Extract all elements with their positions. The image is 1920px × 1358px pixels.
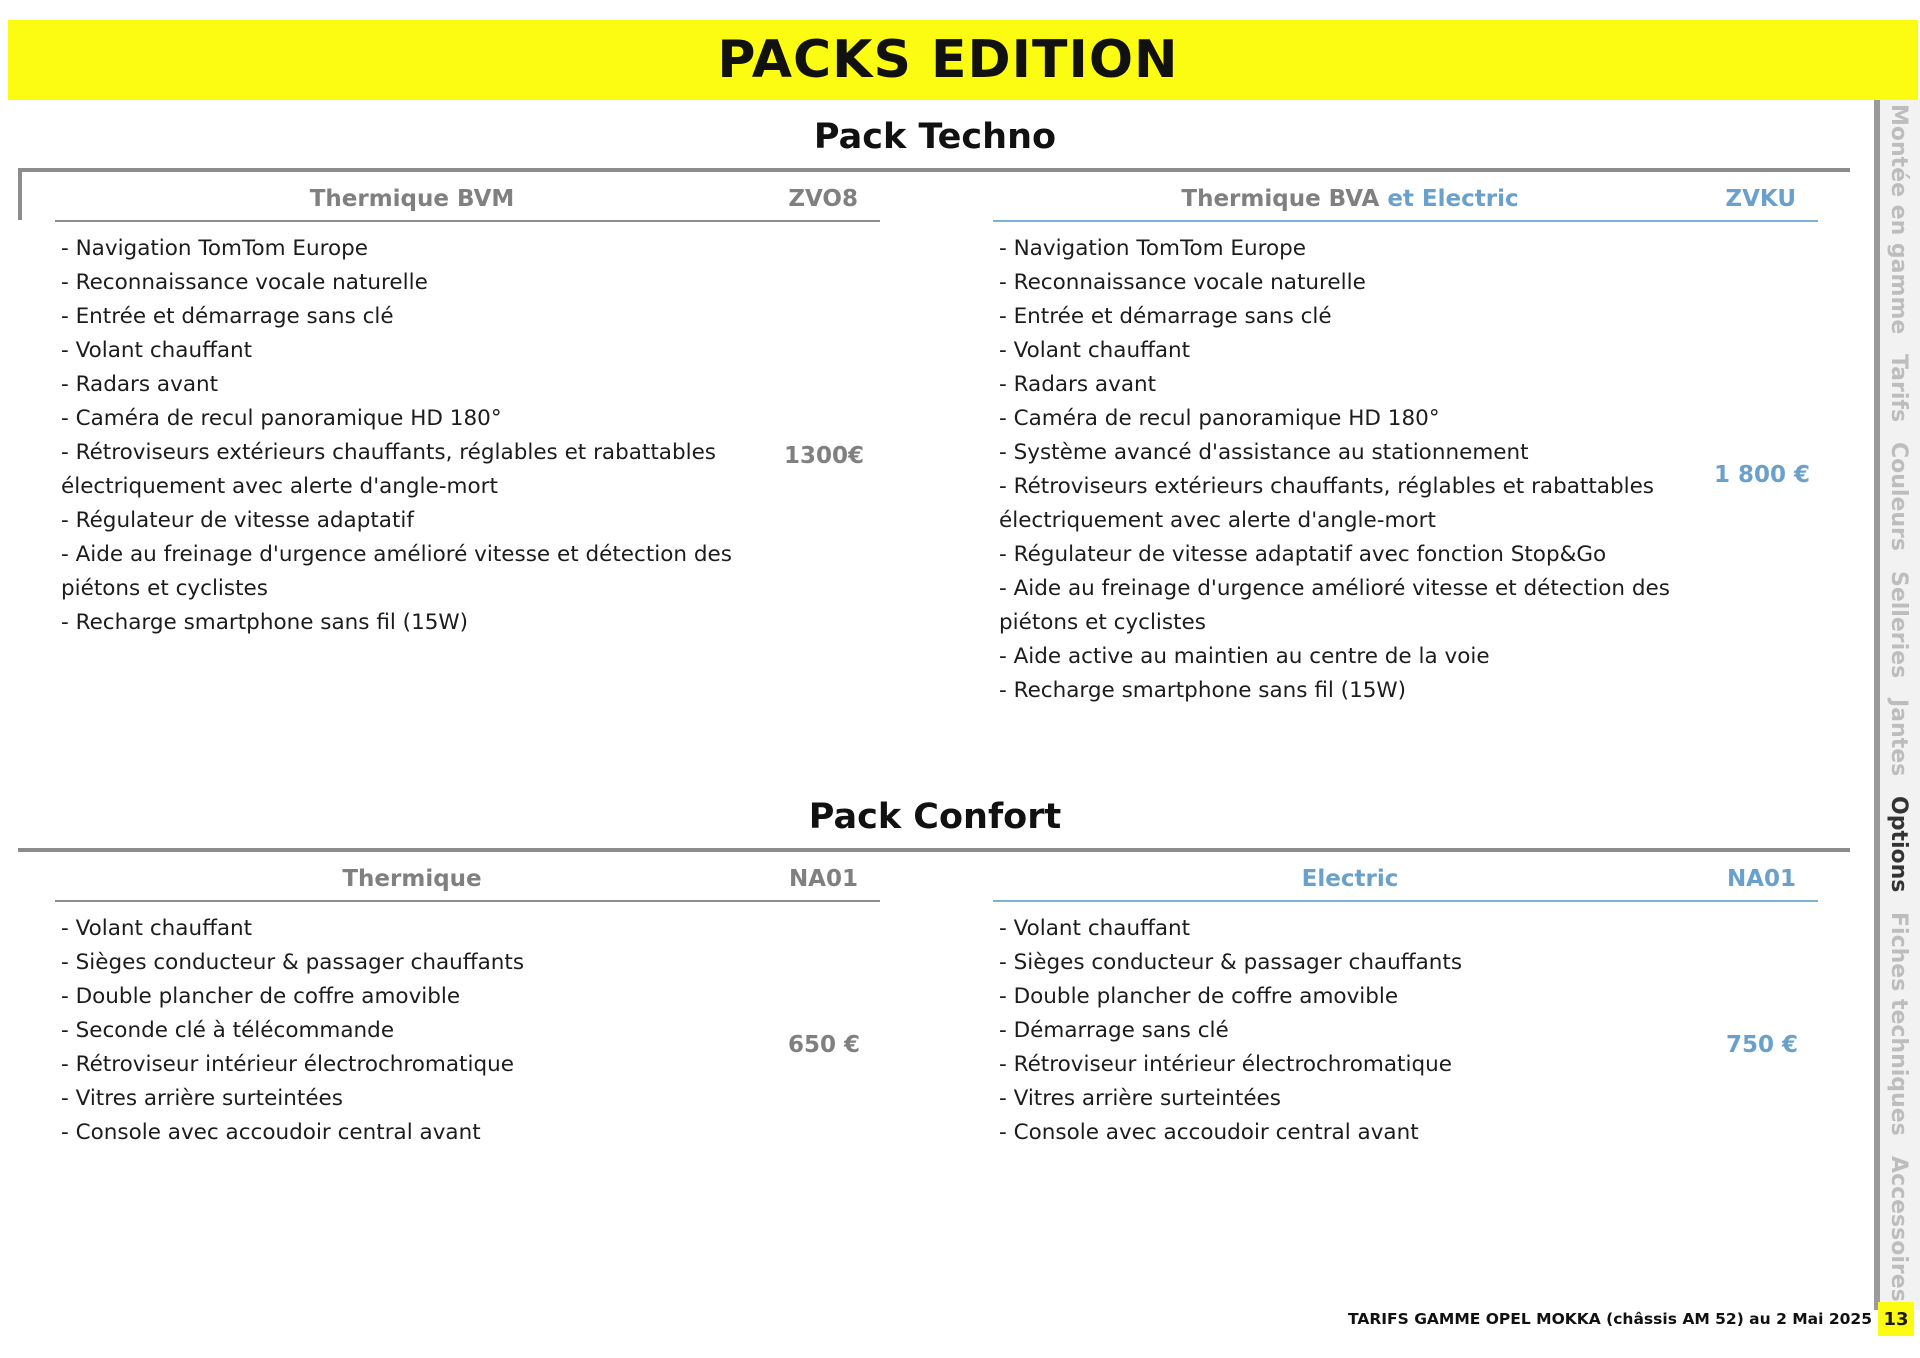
list-item: - Recharge smartphone sans fil (15W) [61, 610, 469, 635]
side-nav-item-selleries[interactable]: Selleries [1886, 571, 1911, 679]
pack-confort-right-list [993, 912, 1818, 1150]
list-item: - Entrée et démarrage sans clé [999, 304, 1332, 329]
pack-techno-right-header [993, 182, 1818, 222]
list-item: - Sièges conducteur & passager chauffants [999, 950, 1463, 975]
side-nav-bar [1874, 100, 1880, 1310]
pack-techno-left-code: ZVO8 [788, 186, 858, 212]
page-number: 13 [1878, 1302, 1914, 1336]
list-item: - Navigation TomTom Europe [61, 236, 368, 261]
side-nav-item-couleurs[interactable]: Couleurs [1886, 442, 1911, 552]
side-nav-item-jantes[interactable]: Jantes [1886, 698, 1911, 776]
pack-confort-left-code: NA01 [788, 866, 858, 892]
list-item: - Console avec accoudoir central avant [61, 1120, 481, 1145]
pack-techno-left-header [55, 182, 880, 222]
pack-confort-thermique [55, 862, 880, 1150]
pack-techno-rule-edge [18, 168, 22, 220]
footer-text: TARIFS GAMME OPEL MOKKA (châssis AM 52) au 2 Mai 2025 [1347, 1310, 1872, 1328]
pack-techno-rule [18, 168, 1850, 172]
list-item: - Reconnaissance vocale naturelle [61, 270, 428, 295]
pack-confort-right-header [993, 862, 1818, 902]
pack-techno-right-price: 1 800 € [1713, 462, 1811, 488]
page-title: PACKS EDITION [717, 30, 1179, 90]
pack-techno-left-list [55, 232, 880, 640]
side-nav-item-options[interactable]: Options [1886, 795, 1911, 893]
list-item: - Recharge smartphone sans fil (15W) [999, 678, 1407, 703]
pack-confort-left-list [55, 912, 880, 1150]
pack-confort-right-price: 750 € [1725, 1032, 1799, 1058]
list-item: - Sièges conducteur & passager chauffants [61, 950, 525, 975]
pack-techno-right-code: ZVKU [1725, 186, 1796, 212]
pack-techno-right-label-blue: et Electric [1387, 186, 1519, 212]
page-banner [8, 20, 1918, 100]
pack-confort-title: Pack Confort [808, 797, 1062, 837]
list-item: - Reconnaissance vocale naturelle [999, 270, 1366, 295]
pack-confort-electric [993, 862, 1818, 1150]
list-item: - Régulateur de vitesse adaptatif [61, 508, 414, 533]
list-item: - Aide au freinage d'urgence amélioré vitesse et détection des [61, 542, 732, 567]
side-nav-item-tarifs[interactable]: Tarifs [1886, 354, 1911, 423]
list-item: - Volant chauffant [61, 916, 253, 941]
list-item: - Console avec accoudoir central avant [999, 1120, 1419, 1145]
list-item: - Démarrage sans clé [999, 1018, 1229, 1043]
pack-confort-right-code: NA01 [1726, 866, 1796, 892]
list-item: - Vitres arrière surteintées [61, 1086, 343, 1111]
list-item: électriquement avec alerte d'angle-mort [61, 474, 498, 499]
pack-confort-left-header [55, 862, 880, 902]
pack-techno-thermique-bvm [55, 182, 880, 640]
list-item: - Navigation TomTom Europe [999, 236, 1306, 261]
list-item: - Vitres arrière surteintées [999, 1086, 1281, 1111]
list-item: - Rétroviseurs extérieurs chauffants, réglables et rabattables [999, 474, 1654, 499]
list-item: - Radars avant [999, 372, 1157, 397]
side-nav-item-mont-e-en-gamme[interactable]: Montée en gamme [1886, 104, 1911, 335]
list-item: - Volant chauffant [999, 916, 1191, 941]
side-nav-item-fiches-techniques[interactable]: Fiches techniques [1886, 912, 1911, 1136]
list-item: piétons et cyclistes [999, 610, 1206, 635]
pack-confort-left-label: Thermique [342, 866, 482, 892]
list-item: - Aide au freinage d'urgence amélioré vitesse et détection des [999, 576, 1670, 601]
list-item: - Rétroviseurs extérieurs chauffants, réglables et rabattables [61, 440, 716, 465]
list-item: - Rétroviseur intérieur électrochromatique [61, 1052, 514, 1077]
pack-techno-right-label-grey: Thermique BVA [1181, 186, 1380, 212]
list-item: - Volant chauffant [999, 338, 1191, 363]
list-item: piétons et cyclistes [61, 576, 268, 601]
pack-techno-left-price: 1300€ [783, 443, 865, 469]
list-item: électriquement avec alerte d'angle-mort [999, 508, 1436, 533]
pack-confort-right-label: Electric [1301, 866, 1399, 892]
pack-confort-left-price: 650 € [787, 1032, 861, 1058]
pack-confort-rule [18, 848, 1850, 852]
pack-techno-right-label [993, 186, 1707, 212]
list-item: - Entrée et démarrage sans clé [61, 304, 394, 329]
pack-techno-left-label: Thermique BVM [309, 186, 515, 212]
list-item: - Caméra de recul panoramique HD 180° [999, 406, 1440, 431]
side-nav-items [1886, 104, 1911, 1304]
list-item: - Double plancher de coffre amovible [61, 984, 461, 1009]
pack-techno-thermique-bva-electric [993, 182, 1818, 708]
side-nav-item-accessoires[interactable]: Accessoires [1886, 1155, 1911, 1302]
list-item: - Caméra de recul panoramique HD 180° [61, 406, 502, 431]
list-item: - Double plancher de coffre amovible [999, 984, 1399, 1009]
list-item: - Système avancé d'assistance au stationnement [999, 440, 1529, 465]
list-item: - Radars avant [61, 372, 219, 397]
pack-techno-title: Pack Techno [813, 117, 1057, 157]
list-item: - Seconde clé à télécommande [61, 1018, 395, 1043]
list-item: - Volant chauffant [61, 338, 253, 363]
list-item: - Régulateur de vitesse adaptatif avec fonction Stop&Go [999, 542, 1607, 567]
list-item: - Rétroviseur intérieur électrochromatique [999, 1052, 1452, 1077]
list-item: - Aide active au maintien au centre de la voie [999, 644, 1490, 669]
